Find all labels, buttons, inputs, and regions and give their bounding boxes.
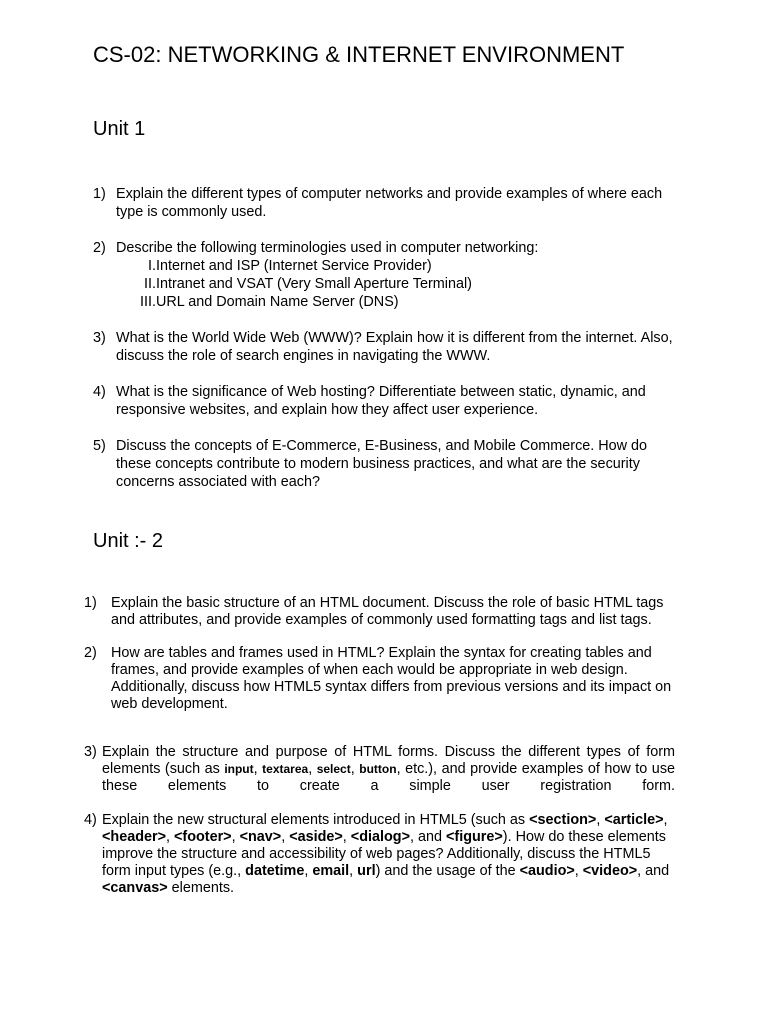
unit-2-question-1 (84, 595, 684, 629)
roman-numeral: III. (140, 294, 156, 310)
separator: , (342, 829, 351, 845)
question-text: Discuss the concepts of E-Commerce, E-Business, and Mobile Commerce. How do these concepts contribute to modern business practices, and what are the security concerns associated with each? (116, 438, 648, 490)
unit-1-question-2 (93, 239, 683, 311)
tag-canvas: <canvas> (102, 880, 168, 896)
keyword-select: select (316, 762, 351, 776)
input-type-url: url (357, 863, 376, 879)
sub-item (116, 275, 683, 293)
question-text: , (253, 761, 263, 777)
unit-1-question-3 (93, 329, 683, 365)
separator: , and (409, 829, 446, 845)
sub-item-text: Internet and ISP (Internet Service Provider) (156, 258, 432, 274)
separator: , and (637, 863, 670, 879)
question-number: 3) (93, 330, 106, 346)
unit-1-question-5 (93, 437, 683, 491)
question-text: , etc.), and provide examples of how to use these elements to create a simple user registration form. (102, 761, 676, 794)
roman-numeral: I. (148, 258, 156, 274)
question-number: 1) (93, 186, 106, 202)
question-text: ) and the usage of the (375, 863, 520, 879)
question-text: Explain the new structural elements introduced in HTML5 (such as (102, 812, 530, 828)
sub-item-text: URL and Domain Name Server (DNS) (156, 294, 399, 310)
question-number: 4) (93, 384, 106, 400)
separator: , (304, 863, 313, 879)
tag-footer: <footer> (174, 829, 232, 845)
question-number: 5) (93, 438, 106, 454)
question-number: 1) (84, 595, 97, 611)
question-number: 2) (84, 645, 97, 661)
question-text: Explain the structure and purpose of HTML forms. Discuss the different types of form elements (such as (102, 744, 675, 777)
unit-2-question-list-continued (84, 744, 675, 805)
question-text: , (350, 761, 360, 777)
sub-item-list (116, 257, 683, 311)
tag-section: <section> (529, 812, 597, 828)
tag-audio: <audio> (519, 863, 575, 879)
unit-2-heading: Unit :- 2 (93, 530, 164, 552)
sub-item (116, 257, 683, 275)
unit-1-question-list (93, 185, 683, 509)
question-number: 3) (84, 744, 97, 760)
unit-1-question-1 (93, 185, 683, 221)
keyword-textarea: textarea (262, 762, 309, 776)
unit-2-question-list (84, 595, 684, 729)
separator: , (281, 829, 290, 845)
separator: , (166, 829, 174, 845)
keyword-input: input (224, 762, 254, 776)
input-type-datetime: datetime (245, 863, 305, 879)
tag-video: <video> (582, 863, 638, 879)
question-text: Explain the different types of computer networks and provide examples of where each type is commonly used. (116, 186, 663, 220)
separator: , (596, 812, 605, 828)
tag-figure: <figure> (446, 829, 503, 845)
tag-article: <article> (604, 812, 664, 828)
question-number: 4) (84, 812, 97, 828)
question-text: Describe the following terminologies used in computer networking: (116, 240, 539, 256)
question-text: ). How do these elements improve the structure and accessibility of web pages? Additionally, discuss the HTML5 form input types (e.g., (102, 829, 666, 879)
input-type-email: email (312, 863, 350, 879)
question-text: Explain the basic structure of an HTML document. Discuss the role of basic HTML tags and attributes, and provide examples of commonly used formatting tags and list tags. (111, 595, 664, 628)
unit-2-question-list-final (84, 812, 675, 897)
sub-item-text: Intranet and VSAT (Very Small Aperture Terminal) (156, 276, 472, 292)
tag-nav: <nav> (239, 829, 282, 845)
question-text: What is the World Wide Web (WWW)? Explain how it is different from the internet. Also, discuss the role of search engines in navigating the WWW. (116, 330, 673, 364)
roman-numeral: II. (144, 276, 156, 292)
tag-header: <header> (102, 829, 166, 845)
unit-2-question-2 (84, 645, 684, 713)
sub-item (116, 293, 683, 311)
separator: , (663, 812, 668, 828)
unit-2-question-3 (84, 744, 675, 795)
question-text: How are tables and frames used in HTML? Explain the syntax for creating tables and frames, and provide examples of when each would be appropriate in web design. Additionally, discuss how HTML5 syntax differs from previous versions and its impact on web development. (111, 645, 672, 712)
unit-1-question-4 (93, 383, 683, 419)
question-text: elements. (167, 880, 235, 896)
tag-aside: <aside> (289, 829, 343, 845)
question-text: What is the significance of Web hosting? Differentiate between static, dynamic, and responsive websites, and explain how they affect user experience. (116, 384, 646, 418)
separator: , (349, 863, 358, 879)
keyword-button: button (359, 762, 397, 776)
unit-1-heading: Unit 1 (93, 118, 146, 140)
tag-dialog: <dialog> (350, 829, 410, 845)
unit-2-question-4 (84, 812, 675, 897)
page-title: CS-02: NETWORKING & INTERNET ENVIRONMENT (93, 42, 625, 67)
question-number: 2) (93, 240, 106, 256)
question-text: , (308, 761, 317, 777)
separator: , (231, 829, 240, 845)
separator: , (574, 863, 583, 879)
